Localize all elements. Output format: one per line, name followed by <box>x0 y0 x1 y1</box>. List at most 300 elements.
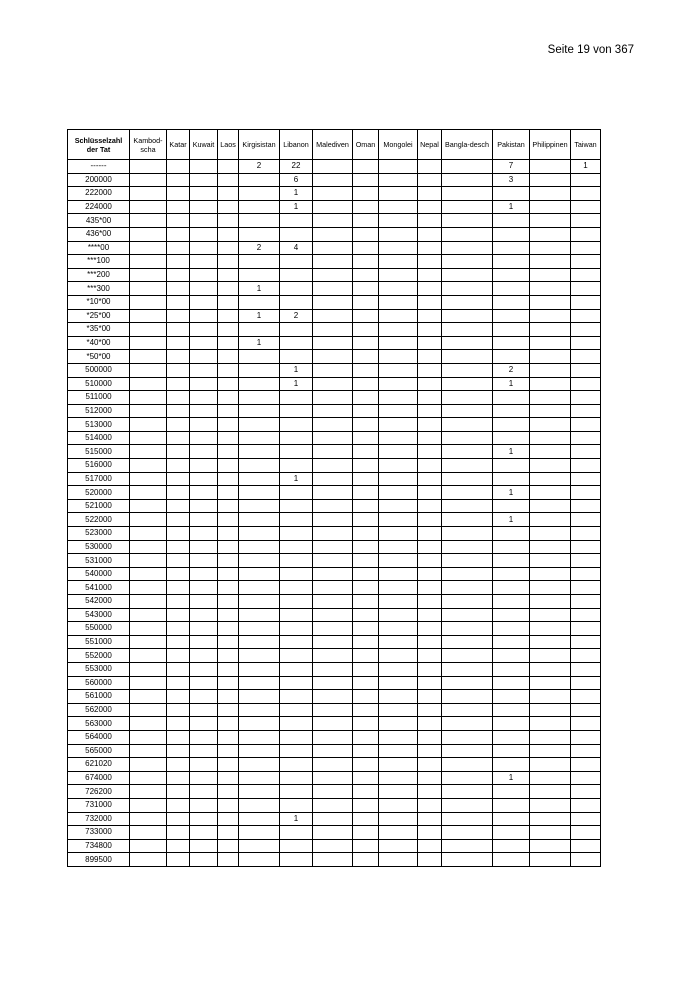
count-cell <box>493 391 530 405</box>
count-cell <box>239 214 280 228</box>
count-cell <box>493 350 530 364</box>
count-cell <box>190 513 218 527</box>
table-row <box>68 744 601 758</box>
table-row <box>68 595 601 609</box>
count-cell <box>313 853 353 867</box>
count-cell <box>353 268 379 282</box>
count-cell <box>239 459 280 473</box>
count-cell <box>130 676 167 690</box>
count-cell <box>280 649 313 663</box>
count-cell <box>313 323 353 337</box>
offense-key-cell: 551000 <box>68 635 130 649</box>
count-cell <box>190 418 218 432</box>
count-cell <box>280 336 313 350</box>
count-cell <box>418 472 442 486</box>
count-cell <box>218 323 239 337</box>
offense-key-cell: 436*00 <box>68 227 130 241</box>
count-cell <box>190 282 218 296</box>
count-cell <box>379 418 418 432</box>
count-cell <box>571 309 601 323</box>
count-cell <box>571 418 601 432</box>
count-cell <box>218 486 239 500</box>
offense-key-cell: 734800 <box>68 839 130 853</box>
count-cell <box>418 676 442 690</box>
table-row <box>68 268 601 282</box>
count-cell <box>167 758 190 772</box>
count-cell <box>167 785 190 799</box>
count-cell <box>571 567 601 581</box>
count-cell <box>379 363 418 377</box>
count-cell <box>571 730 601 744</box>
count-cell: 2 <box>493 363 530 377</box>
count-cell <box>418 513 442 527</box>
count-cell <box>442 622 493 636</box>
count-cell <box>493 527 530 541</box>
count-cell <box>280 540 313 554</box>
count-cell <box>379 459 418 473</box>
table-row <box>68 187 601 201</box>
count-cell <box>379 160 418 174</box>
count-cell <box>442 486 493 500</box>
count-cell <box>418 350 442 364</box>
column-header: Bangla-desch <box>442 130 493 160</box>
count-cell <box>379 635 418 649</box>
table-row <box>68 350 601 364</box>
count-cell <box>571 214 601 228</box>
column-header: Malediven <box>313 130 353 160</box>
count-cell <box>442 758 493 772</box>
count-cell <box>167 771 190 785</box>
count-cell <box>218 730 239 744</box>
count-cell <box>130 404 167 418</box>
count-cell <box>313 282 353 296</box>
table-row <box>68 200 601 214</box>
count-cell <box>418 418 442 432</box>
count-cell: 1 <box>493 200 530 214</box>
count-cell <box>379 486 418 500</box>
table-header-row <box>68 130 601 160</box>
count-cell <box>530 595 571 609</box>
count-cell <box>418 527 442 541</box>
count-cell <box>239 812 280 826</box>
count-cell <box>442 336 493 350</box>
offense-key-cell: 511000 <box>68 391 130 405</box>
count-cell <box>379 295 418 309</box>
count-cell <box>130 214 167 228</box>
count-cell <box>167 295 190 309</box>
key-header-line-1: Schlüsselzahl <box>74 135 123 145</box>
count-cell <box>190 622 218 636</box>
table-row <box>68 214 601 228</box>
count-cell <box>313 404 353 418</box>
count-cell <box>280 785 313 799</box>
count-cell <box>418 255 442 269</box>
count-cell <box>190 812 218 826</box>
count-cell <box>167 853 190 867</box>
count-cell <box>530 459 571 473</box>
count-cell <box>167 309 190 323</box>
count-cell <box>571 798 601 812</box>
count-cell <box>190 486 218 500</box>
count-cell <box>313 200 353 214</box>
offense-key-cell: 732000 <box>68 812 130 826</box>
count-cell <box>418 730 442 744</box>
count-cell <box>418 622 442 636</box>
count-cell <box>442 608 493 622</box>
table-row <box>68 785 601 799</box>
count-cell <box>571 676 601 690</box>
count-cell <box>167 513 190 527</box>
offense-key-cell: 565000 <box>68 744 130 758</box>
count-cell <box>379 540 418 554</box>
count-cell <box>530 214 571 228</box>
count-cell <box>442 431 493 445</box>
column-header: Libanon <box>280 130 313 160</box>
count-cell <box>239 744 280 758</box>
count-cell <box>218 214 239 228</box>
count-cell <box>239 649 280 663</box>
count-cell: 2 <box>239 160 280 174</box>
count-cell <box>218 581 239 595</box>
count-cell <box>313 826 353 840</box>
count-cell <box>493 282 530 296</box>
table-row <box>68 540 601 554</box>
count-cell <box>218 227 239 241</box>
count-cell <box>239 771 280 785</box>
offense-key-cell: 552000 <box>68 649 130 663</box>
count-cell <box>530 717 571 731</box>
count-cell <box>493 309 530 323</box>
table-row <box>68 690 601 704</box>
count-cell: 1 <box>493 513 530 527</box>
count-cell <box>239 730 280 744</box>
count-cell <box>239 173 280 187</box>
count-cell <box>442 227 493 241</box>
count-cell <box>353 608 379 622</box>
count-cell <box>442 499 493 513</box>
count-cell <box>379 690 418 704</box>
count-cell <box>218 513 239 527</box>
count-cell <box>313 798 353 812</box>
count-cell <box>218 622 239 636</box>
count-cell <box>530 812 571 826</box>
count-cell <box>313 459 353 473</box>
offense-key-cell: *50*00 <box>68 350 130 364</box>
count-cell <box>493 499 530 513</box>
count-cell <box>239 431 280 445</box>
count-cell <box>418 323 442 337</box>
count-cell <box>379 744 418 758</box>
count-cell <box>190 717 218 731</box>
count-cell <box>130 826 167 840</box>
count-cell <box>218 391 239 405</box>
count-cell <box>418 595 442 609</box>
count-cell <box>353 730 379 744</box>
count-cell <box>530 499 571 513</box>
count-cell <box>190 662 218 676</box>
count-cell <box>530 744 571 758</box>
count-cell <box>313 309 353 323</box>
count-cell <box>571 771 601 785</box>
count-cell <box>130 431 167 445</box>
count-cell <box>493 853 530 867</box>
count-cell <box>530 527 571 541</box>
table-row <box>68 622 601 636</box>
count-cell <box>571 459 601 473</box>
table-row <box>68 363 601 377</box>
count-cell <box>167 662 190 676</box>
count-cell <box>313 187 353 201</box>
count-cell: 1 <box>493 771 530 785</box>
count-cell <box>379 431 418 445</box>
count-cell <box>493 459 530 473</box>
count-cell <box>280 445 313 459</box>
count-cell <box>239 486 280 500</box>
count-cell <box>379 853 418 867</box>
count-cell <box>493 730 530 744</box>
count-cell <box>530 309 571 323</box>
count-cell <box>130 540 167 554</box>
count-cell <box>442 200 493 214</box>
count-cell <box>190 635 218 649</box>
count-cell <box>353 459 379 473</box>
count-cell <box>418 336 442 350</box>
count-cell <box>280 690 313 704</box>
count-cell <box>280 391 313 405</box>
count-cell <box>218 255 239 269</box>
count-cell <box>379 826 418 840</box>
count-cell <box>313 730 353 744</box>
count-cell <box>530 662 571 676</box>
count-cell <box>353 676 379 690</box>
count-cell <box>418 649 442 663</box>
count-cell <box>353 255 379 269</box>
count-cell <box>239 758 280 772</box>
count-cell <box>280 622 313 636</box>
count-cell <box>167 200 190 214</box>
count-cell <box>218 350 239 364</box>
count-cell <box>418 431 442 445</box>
count-cell <box>493 214 530 228</box>
count-cell <box>353 486 379 500</box>
count-cell <box>190 730 218 744</box>
count-cell <box>130 595 167 609</box>
count-cell <box>190 459 218 473</box>
count-cell <box>130 282 167 296</box>
count-cell <box>493 323 530 337</box>
count-cell <box>167 595 190 609</box>
count-cell <box>167 499 190 513</box>
count-cell: 1 <box>239 309 280 323</box>
count-cell <box>418 785 442 799</box>
count-cell <box>190 798 218 812</box>
count-cell <box>353 798 379 812</box>
count-cell <box>353 200 379 214</box>
count-cell <box>313 336 353 350</box>
count-cell <box>218 662 239 676</box>
count-cell <box>130 445 167 459</box>
table-row <box>68 486 601 500</box>
table-row <box>68 295 601 309</box>
count-cell <box>313 812 353 826</box>
count-cell <box>130 635 167 649</box>
count-cell <box>571 350 601 364</box>
count-cell <box>379 798 418 812</box>
count-cell <box>442 445 493 459</box>
count-cell <box>167 635 190 649</box>
count-cell <box>379 472 418 486</box>
count-cell <box>418 540 442 554</box>
count-cell <box>353 241 379 255</box>
count-cell <box>353 540 379 554</box>
count-cell <box>218 826 239 840</box>
count-cell <box>418 826 442 840</box>
count-cell <box>130 336 167 350</box>
count-cell <box>167 377 190 391</box>
count-cell <box>190 758 218 772</box>
count-cell <box>130 730 167 744</box>
count-cell <box>530 445 571 459</box>
count-cell <box>442 635 493 649</box>
table-body <box>68 160 601 867</box>
count-cell <box>442 554 493 568</box>
count-cell <box>571 336 601 350</box>
count-cell <box>530 581 571 595</box>
key-header-line-2: der Tat <box>86 144 111 154</box>
count-cell <box>530 554 571 568</box>
count-cell <box>571 554 601 568</box>
count-cell <box>130 173 167 187</box>
count-cell <box>353 527 379 541</box>
offense-key-cell: 435*00 <box>68 214 130 228</box>
table-row <box>68 826 601 840</box>
column-header: Kirgisistan <box>239 130 280 160</box>
count-cell <box>379 377 418 391</box>
count-cell <box>130 554 167 568</box>
count-cell <box>418 200 442 214</box>
count-cell <box>442 567 493 581</box>
count-cell <box>130 662 167 676</box>
count-cell <box>418 771 442 785</box>
column-header: Kuwait <box>190 130 218 160</box>
count-cell <box>442 323 493 337</box>
count-cell <box>530 785 571 799</box>
count-cell <box>167 649 190 663</box>
count-cell <box>130 853 167 867</box>
count-cell <box>571 608 601 622</box>
count-cell <box>130 227 167 241</box>
count-cell <box>530 703 571 717</box>
count-cell <box>280 826 313 840</box>
count-cell <box>239 785 280 799</box>
count-cell <box>190 527 218 541</box>
count-cell <box>379 567 418 581</box>
count-cell <box>353 227 379 241</box>
count-cell <box>190 214 218 228</box>
count-cell <box>353 554 379 568</box>
count-cell <box>353 595 379 609</box>
count-cell <box>218 336 239 350</box>
count-cell <box>218 540 239 554</box>
count-cell <box>218 527 239 541</box>
count-cell: 1 <box>493 377 530 391</box>
count-cell <box>493 690 530 704</box>
table-row <box>68 255 601 269</box>
count-cell <box>379 200 418 214</box>
count-cell: 7 <box>493 160 530 174</box>
count-cell <box>418 295 442 309</box>
count-cell <box>218 812 239 826</box>
count-cell <box>493 567 530 581</box>
count-cell <box>130 268 167 282</box>
offense-key-cell: 521000 <box>68 499 130 513</box>
offense-key-cell: 513000 <box>68 418 130 432</box>
count-cell <box>313 540 353 554</box>
count-cell <box>130 309 167 323</box>
count-cell <box>130 486 167 500</box>
count-cell <box>442 472 493 486</box>
count-cell <box>571 513 601 527</box>
count-cell <box>218 785 239 799</box>
table-row <box>68 309 601 323</box>
count-cell <box>571 527 601 541</box>
count-cell <box>379 527 418 541</box>
count-cell <box>442 350 493 364</box>
count-cell <box>130 391 167 405</box>
count-cell <box>493 785 530 799</box>
count-cell <box>313 758 353 772</box>
count-cell <box>130 513 167 527</box>
count-cell <box>190 554 218 568</box>
count-cell <box>418 635 442 649</box>
count-cell <box>530 200 571 214</box>
count-cell <box>493 418 530 432</box>
count-cell <box>442 418 493 432</box>
count-cell <box>442 282 493 296</box>
table-row <box>68 160 601 174</box>
count-cell <box>167 581 190 595</box>
count-cell <box>530 363 571 377</box>
count-cell <box>530 160 571 174</box>
count-cell <box>280 431 313 445</box>
count-cell <box>418 282 442 296</box>
count-cell <box>379 173 418 187</box>
table-row <box>68 336 601 350</box>
count-cell <box>190 363 218 377</box>
count-cell <box>313 608 353 622</box>
table-row <box>68 703 601 717</box>
count-cell <box>353 323 379 337</box>
count-cell <box>190 255 218 269</box>
count-cell <box>442 255 493 269</box>
count-cell <box>218 499 239 513</box>
count-cell <box>442 391 493 405</box>
count-cell <box>167 567 190 581</box>
count-cell <box>571 200 601 214</box>
count-cell <box>418 608 442 622</box>
offense-key-cell: ------ <box>68 160 130 174</box>
count-cell <box>190 690 218 704</box>
count-cell <box>418 812 442 826</box>
count-cell <box>353 404 379 418</box>
count-cell <box>418 187 442 201</box>
count-cell <box>571 472 601 486</box>
table-row <box>68 391 601 405</box>
count-cell <box>190 785 218 799</box>
count-cell <box>280 268 313 282</box>
count-cell <box>218 567 239 581</box>
count-cell <box>571 363 601 377</box>
